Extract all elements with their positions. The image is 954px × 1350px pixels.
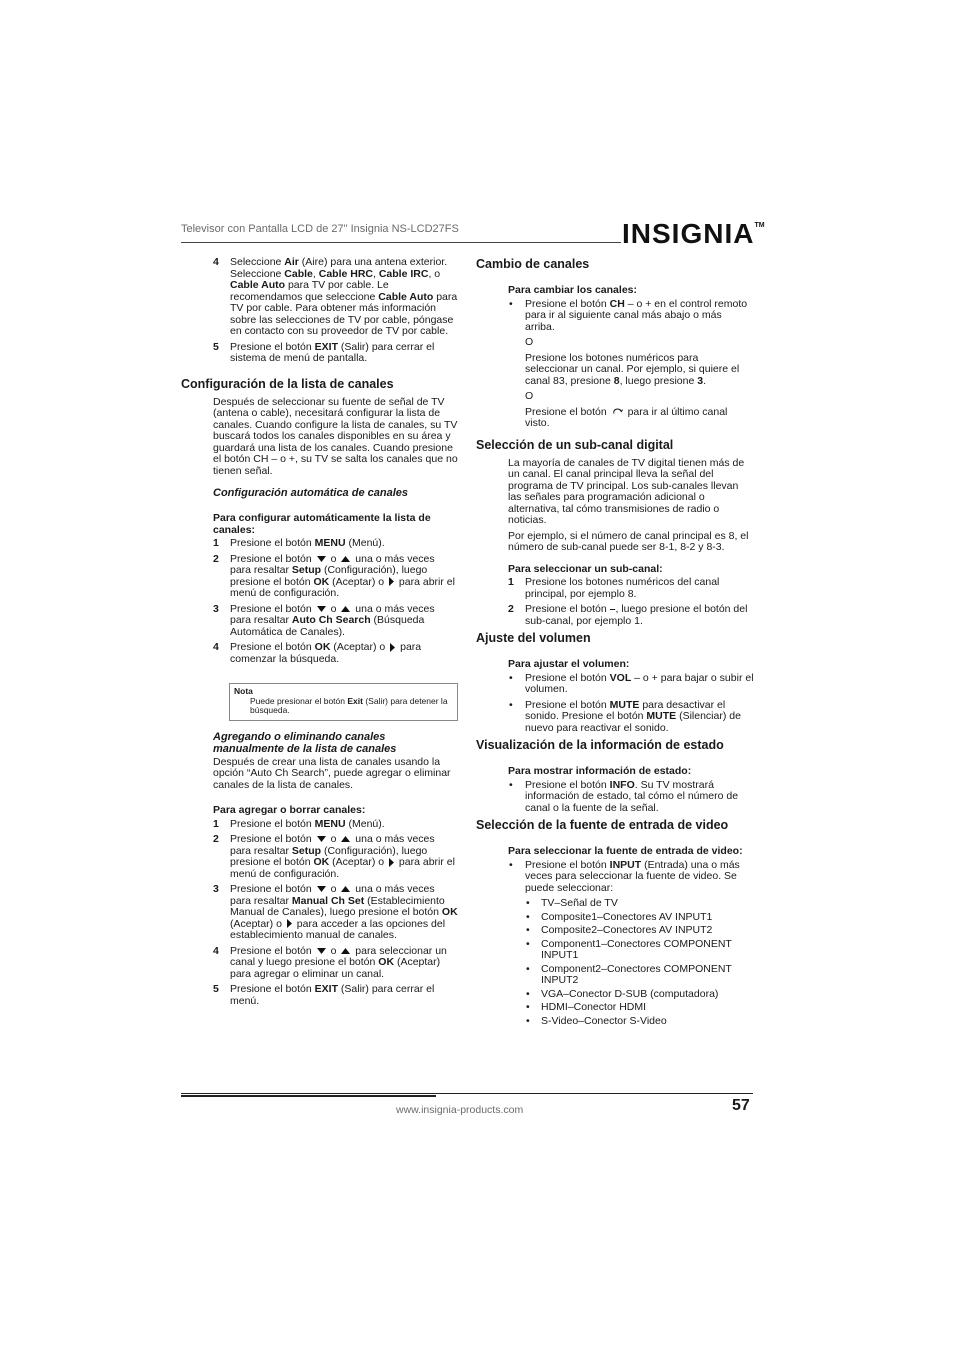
number-buttons-paragraph: Presione los botones numéricos para seleccionar un canal. Por ejemplo, si quiere el canal 83, presione 8, luego presione 3. [525, 351, 740, 387]
insignia-logo [622, 218, 765, 250]
manual-paragraph: Después de crear una lista de canales usando la opción “Auto Ch Search”, puede agregar o eliminar canales de la lista de canales. [213, 755, 451, 791]
auto-step-3: 3 Presione el botón o una o más veces para resaltar Auto Ch Search (Búsqueda Automática de Canales). [213, 602, 435, 638]
source-item: • Component2–Conectores COMPONENT INPUT2 [525, 964, 754, 987]
section-title-subchannel: Selección de un sub-canal digital [476, 437, 674, 452]
change-channel-bullet: • Presione el botón CH – o + en el control remoto para ir al siguiente canal más abajo o más arriba. [508, 299, 754, 334]
right-arrow-icon [287, 919, 292, 928]
manual-step-3: 3 Presione el botón o una o más veces para resaltar Manual Ch Set (Establecimiento Manual de Canales), luego presione el botón OK (Aceptar) o para acceder a las opciones del establecimiento manual de canales. [213, 883, 458, 941]
procedure-title-status-info: Para mostrar información de estado: [508, 765, 692, 777]
procedure-title-subchannel: Para seleccionar un sub-canal: [508, 562, 663, 575]
channel-list-paragraph: Después de seleccionar su fuente de señal de TV (antena o cable), necesitará configurar la lista de canales. Cuando configure la lista de canales, su TV buscará todos los canales disponibles en su área y guardará una lista de los canales. Cuando presione el botón CH – o +, su TV se salta los canales que no tienen señal. [213, 395, 458, 477]
procedure-title-auto: Para configurar automáticamente la lista de canales: [213, 512, 431, 536]
manual-step-2: 2 Presione el botón o una o más veces para resaltar Setup (Configuración), luego presione el botón OK (Aceptar) o para abrir el menú de configuración. [213, 833, 455, 880]
step-5-exit-menu: 5 Presione el botón EXIT (Salir) para cerrar el sistema de menú de pantalla. [213, 340, 435, 364]
subchannel-step-1: 1 Presione los botones numéricos del canal principal, por ejemplo 8. [508, 576, 720, 600]
recall-icon [612, 407, 623, 416]
note-box [229, 683, 458, 721]
source-item: • HDMI–Conector HDMI [525, 1002, 754, 1014]
section-title-input-source: Selección de la fuente de entrada de video [476, 818, 729, 832]
left-column [181, 257, 458, 1011]
volume-bullet: • Presione el botón VOL – o + para bajar o subir el volumen. [508, 673, 754, 696]
manual-step-1: 1 Presione el botón MENU (Menú). [213, 817, 385, 830]
info-bullet: • Presione el botón INFO. Su TV mostrará información de estado, tal cómo el número de canal o la fuente de la señal. [508, 780, 754, 815]
procedure-title-volume: Para ajustar el volumen: [508, 658, 630, 670]
auto-step-4: 4 Presione el botón OK (Aceptar) o para comenzar la búsqueda. [213, 641, 422, 665]
last-channel-paragraph: Presione el botón para ir al último canal visto. [525, 405, 728, 429]
trademark: TM [754, 222, 765, 229]
procedure-title-manual: Para agregar o borrar canales: [213, 804, 366, 816]
source-item: • VGA–Conector D-SUB (computadora) [525, 989, 754, 1001]
down-arrow-icon [317, 606, 326, 612]
right-column [476, 257, 754, 1029]
mute-bullet: • Presione el botón MUTE para desactivar el sonido. Presione el botón MUTE (Silenciar) de nuevo para reactivar el sonido. [508, 700, 754, 735]
up-arrow-icon [341, 886, 350, 892]
or-label: O [525, 336, 534, 348]
section-title-channel-list: Configuración de la lista de canales [181, 376, 394, 391]
up-arrow-icon [341, 556, 350, 562]
section-title-status-info: Visualización de la información de estado [476, 738, 724, 752]
procedure-title-change-channels: Para cambiar los canales: [508, 284, 637, 296]
right-arrow-icon [390, 643, 395, 652]
subsection-title-auto: Configuración automática de canales [213, 487, 408, 499]
running-header: Televisor con Pantalla LCD de 27" Insignia NS-LCD27FS [181, 223, 459, 235]
or-label: O [525, 390, 534, 402]
procedure-title-input-source: Para seleccionar la fuente de entrada de video: [508, 845, 743, 857]
footer-rule-thick [181, 1095, 436, 1097]
subsection-title-manual: Agregando o eliminando canales manualmente de la lista de canales [213, 730, 397, 755]
auto-step-1: 1 Presione el botón MENU (Menú). [213, 537, 385, 549]
section-title-change-channels: Cambio de canales [476, 257, 590, 271]
right-arrow-icon [389, 858, 394, 867]
logo-text: INSIGNIA [622, 218, 755, 249]
down-arrow-icon [317, 836, 326, 842]
source-item: • Composite1–Conectores AV INPUT1 [525, 912, 754, 924]
step-4-select-source: 4 Seleccione Air (Aire) para una antena exterior. Seleccione Cable, Cable HRC, Cable IRC, o Cable Auto para TV por cable. Le recomendamos que seleccione Cable Auto para TV por cable. Para obtener más información sobre las selecciones de TV por cable, póngase en contacto con su proveedor de TV por cable. [213, 256, 458, 337]
page-number: 57 [732, 1097, 750, 1114]
subchannel-paragraph-2: Por ejemplo, si el número de canal principal es 8, el número de sub-canal puede ser 8-1, 8-2 y 8-3. [508, 529, 749, 553]
source-item: • S-Video–Conector S-Video [525, 1016, 754, 1028]
right-arrow-icon [389, 577, 394, 586]
up-arrow-icon [341, 836, 350, 842]
note-title: Nota [234, 686, 253, 696]
source-item: • Composite2–Conectores AV INPUT2 [525, 925, 754, 937]
source-item: • TV–Señal de TV [525, 898, 754, 910]
subchannel-step-2: 2 Presione el botón –, luego presione el botón del sub-canal, por ejemplo 1. [508, 603, 748, 627]
input-bullet: • Presione el botón INPUT (Entrada) una o más veces para seleccionar la fuente de video. Se puede seleccionar: [508, 860, 754, 895]
subchannel-paragraph-1: La mayoría de canales de TV digital tienen más de un canal. El canal principal lleva la señal del programa de TV principal. Los sub-canales llevan las señales para programación adicional o alternativa, tal cómo transmisiones de radio o noticias. [508, 456, 745, 526]
manual-step-4: 4 Presione el botón o para seleccionar un canal y luego presione el botón OK (Aceptar) para agregar o eliminar un canal. [213, 944, 447, 980]
section-title-volume: Ajuste del volumen [476, 631, 591, 645]
manual-step-5: 5 Presione el botón EXIT (Salir) para cerrar el menú. [213, 983, 435, 1007]
up-arrow-icon [341, 606, 350, 612]
source-item: • Component1–Conectores COMPONENT INPUT1 [525, 939, 754, 962]
down-arrow-icon [317, 948, 326, 954]
header-rule [181, 242, 621, 243]
down-arrow-icon [317, 886, 326, 892]
down-arrow-icon [317, 556, 326, 562]
footer-rule [181, 1093, 753, 1094]
up-arrow-icon [341, 948, 350, 954]
auto-step-2: 2 Presione el botón o una o más veces para resaltar Setup (Configuración), luego presione el botón OK (Aceptar) o para abrir el menú de configuración. [213, 552, 455, 599]
footer-url: www.insignia-products.com [396, 1104, 524, 1116]
note-body: Puede presionar el botón Exit (Salir) para detener la búsqueda. [250, 695, 448, 715]
